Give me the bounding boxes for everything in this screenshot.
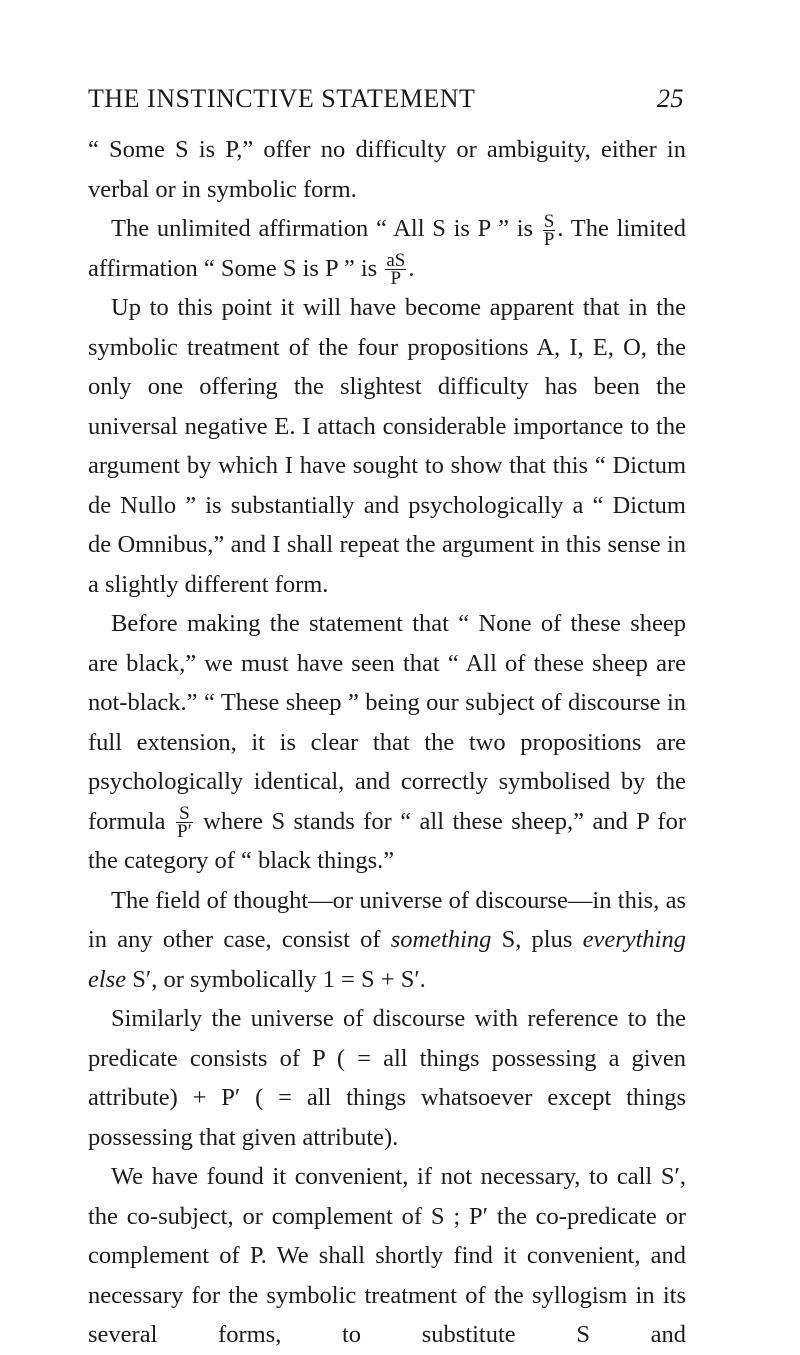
paragraph-1: “ Some S is P,” offer no difficulty or ambiguity, either in verbal or in symbolic form. [88, 136, 686, 203]
running-header [88, 84, 684, 114]
fraction-denominator: P [390, 268, 402, 290]
paragraph-5 [88, 881, 686, 1000]
p5-text-c: S′, or symbolically 1 = S + S′. [126, 965, 426, 993]
fraction-numerator: S [543, 210, 555, 232]
paragraph-6: Similarly the universe of discourse with reference to the predicate consists of P ( = all things possessing a given attribute) + P′ ( = all things whatsoever except things possessing that given attribute). [88, 1005, 686, 1151]
p5-text-b: S, plus [491, 926, 583, 953]
body-text [88, 130, 686, 1355]
emphasis-something: something [390, 926, 492, 953]
p4-text-a: Before making the statement that “ None of these sheep are black,” we must have seen that “ All of these sheep are not-black.” “ These sheep ” being our subject of discourse in full extension, it is clear that the two propositions are psychologically identical, and correctly symbolised by the formula [88, 610, 686, 835]
emphasis-everything-else: everything else [88, 926, 686, 993]
paragraph-7: We have found it convenient, if not necessary, to call S′, the co-subject, or complement of S ; P′ the co-predicate or complement of P. We shall shortly find it convenient, and necessary for the symbolic treatment of the syllogism in its several forms, to substitute S and [88, 1163, 686, 1348]
fraction-s-over-p-prime [176, 803, 193, 843]
p2-text-b: . The limited affirmation “ Some S is P ” is [88, 215, 686, 282]
paragraph-3: Up to this point it will have become apparent that in the symbolic treatment of the four propositions A, I, E, O, the only one offering the slightest difficulty has been the universal negative E. I attach considerable importance to the argument by which I have sought to show that this “ Dictum de Nullo ” is substantially and psychologically a “ Dictum de Omnibus,” and I shall repeat the argument in this sense in a slightly different form. [88, 294, 686, 598]
fraction-numerator: aS [386, 250, 406, 272]
paragraph-4 [88, 604, 686, 881]
p2-text-c: . [408, 254, 415, 282]
paragraph-2 [88, 209, 686, 288]
fraction-s-over-p [543, 210, 556, 250]
p5-text-a: The field of thought—or universe of discourse—in this, as in any other case, consist of [88, 886, 686, 953]
p2-text-a: The unlimited affirmation “ All S is P ” is [111, 215, 541, 242]
fraction-numerator: S [176, 805, 193, 823]
fraction-as-over-p [385, 250, 406, 290]
running-title: THE INSTINCTIVE STATEMENT [88, 84, 476, 113]
p4-text-b: where S stands for “ all these sheep,” and P for the category of “ black things.” [88, 807, 686, 874]
fraction-denominator: P [543, 228, 555, 250]
page-number: 25 [657, 84, 684, 113]
fraction-denominator: P′ [177, 821, 192, 843]
